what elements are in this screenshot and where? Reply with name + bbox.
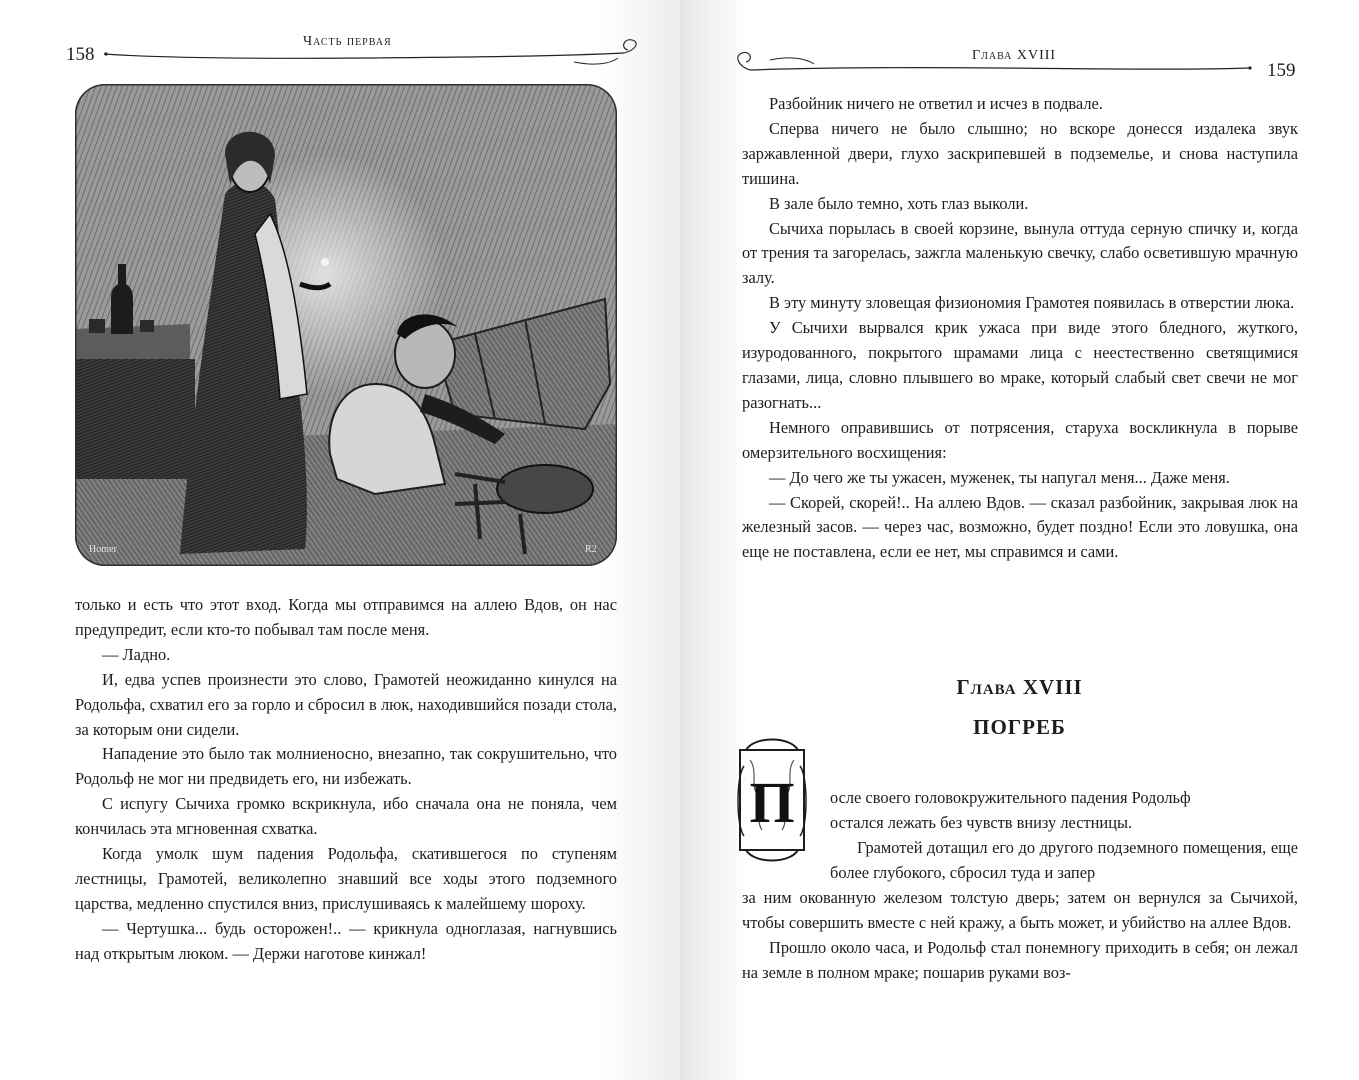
right-page-text (742, 92, 1298, 565)
chapter-wrap-paragraph (830, 836, 1298, 886)
chapter-body-text (742, 886, 1298, 986)
paragraph: Нападение это было так молниеносно, внезапно, так сокрушительно, что Родольф не мог ни предвидеть его, ни избежать. (75, 744, 617, 789)
illustration-signature: Homer (89, 544, 117, 555)
illustration-code: R2 (585, 544, 597, 555)
paragraph: за ним окованную железом толстую дверь; затем он вернулся за Сычихой, чтобы совершить вместе с ней кражу, а быть может, и убийство на аллее Вдов. (742, 888, 1298, 932)
right-page-number: 159 (1267, 60, 1296, 81)
paragraph: Немного оправившись от потрясения, старуха воскликнула в порыве омерзительного восхищения: (742, 417, 1298, 462)
chapter-number: Глава XVIII (956, 675, 1083, 699)
paragraph: У Сычихи вырвался крик ужаса при виде этого бледного, жуткого, изуродованного, покрытого шрамами лица с неестественно светящимися глазами, лица, словно плывшего во мраке, который слабый свет свечи не мог разогнать... (742, 318, 1298, 412)
left-page-number: 158 (66, 44, 95, 65)
paragraph: — Скорей, скорей!.. На аллею Вдов. — сказал разбойник, закрывая люк на железный засов. — через час, возможно, будет поздно! Если это ловушка, она еще не поставлена, если ее нет, мы справимся и сами. (742, 492, 1298, 562)
drop-cap-letter: П (749, 770, 795, 835)
right-running-header: Глава XVIII (972, 48, 1057, 63)
right-page (680, 0, 1359, 1080)
engraving-illustration (75, 84, 617, 566)
left-page-text (75, 593, 617, 967)
paragraph: Сперва ничего не было слышно; но вскоре донесся издалека звук заржавленной двери, глухо заскрипевшей в подземелье, и снова наступила тишина. (742, 118, 1298, 188)
second-line: остался лежать без чувств внизу лестницы. (830, 812, 1133, 832)
paragraph: только и есть что этот вход. Когда мы отправимся на аллею Вдов, он нас предупредит, если кто-то побывал там после меня. (75, 595, 617, 639)
paragraph: — Чертушка... будь осторожен!.. — крикнула одноглазая, нагнувшись над открытым люком. — Держи наготове кинжал! (75, 918, 617, 963)
paragraph: В зале было темно, хоть глаз выколи. (769, 193, 1029, 213)
wrap-text: Грамотей дотащил его до другого подземного помещения, еще более глубокого, сбросил туда и запер (830, 838, 1298, 882)
paragraph: Сычиха порылась в своей корзине, вынула оттуда серную спичку и, когда от трения та загорелась, зажгла маленькую свечку, слабо осветившую мрачную залу. (742, 218, 1298, 288)
engraving-scene (75, 84, 617, 566)
paragraph: — До чего же ты ужасен, муженек, ты напугал меня... Даже меня. (769, 467, 1230, 487)
chapter-opening-wrap (830, 786, 1298, 836)
first-line-rest: осле своего головокружительного падения Родольф (830, 788, 1191, 807)
paragraph: — Ладно. (102, 644, 171, 664)
paragraph: И, едва успев произнести это слово, Грамотей неожиданно кинулся на Родольфа, схватил его за горло и сбросил в люк, находившийся позади стола, за которым они сидели. (75, 669, 617, 739)
left-running-header: Часть первая (303, 34, 392, 49)
paragraph: Когда умолк шум падения Родольфа, скатившегося по ступеням лестницы, Грамотей, великолепно знавший все ходы этого подземного царства, медленно спустился вниз, прислушиваясь к малейшему шороху. (75, 844, 617, 913)
paragraph: С испугу Сычиха громко вскрикнула, ибо сначала она не поняла, чем кончилась эта мгновенная схватка. (75, 794, 617, 839)
paragraph: Прошло около часа, и Родольф стал понемногу приходить в себя; он лежал на земле в полном мраке; пошарив руками воз- (742, 937, 1298, 982)
left-header-flourish (104, 40, 644, 74)
chapter-title: ПОГРЕБ (973, 715, 1066, 739)
paragraph: В эту минуту зловещая физиономия Грамотея появилась в отверстии люка. (769, 293, 1295, 313)
paragraph: Разбойник ничего не ответил и исчез в подвале. (769, 94, 1103, 113)
right-header-flourish (730, 44, 1260, 80)
drop-cap-ornament (736, 736, 808, 864)
